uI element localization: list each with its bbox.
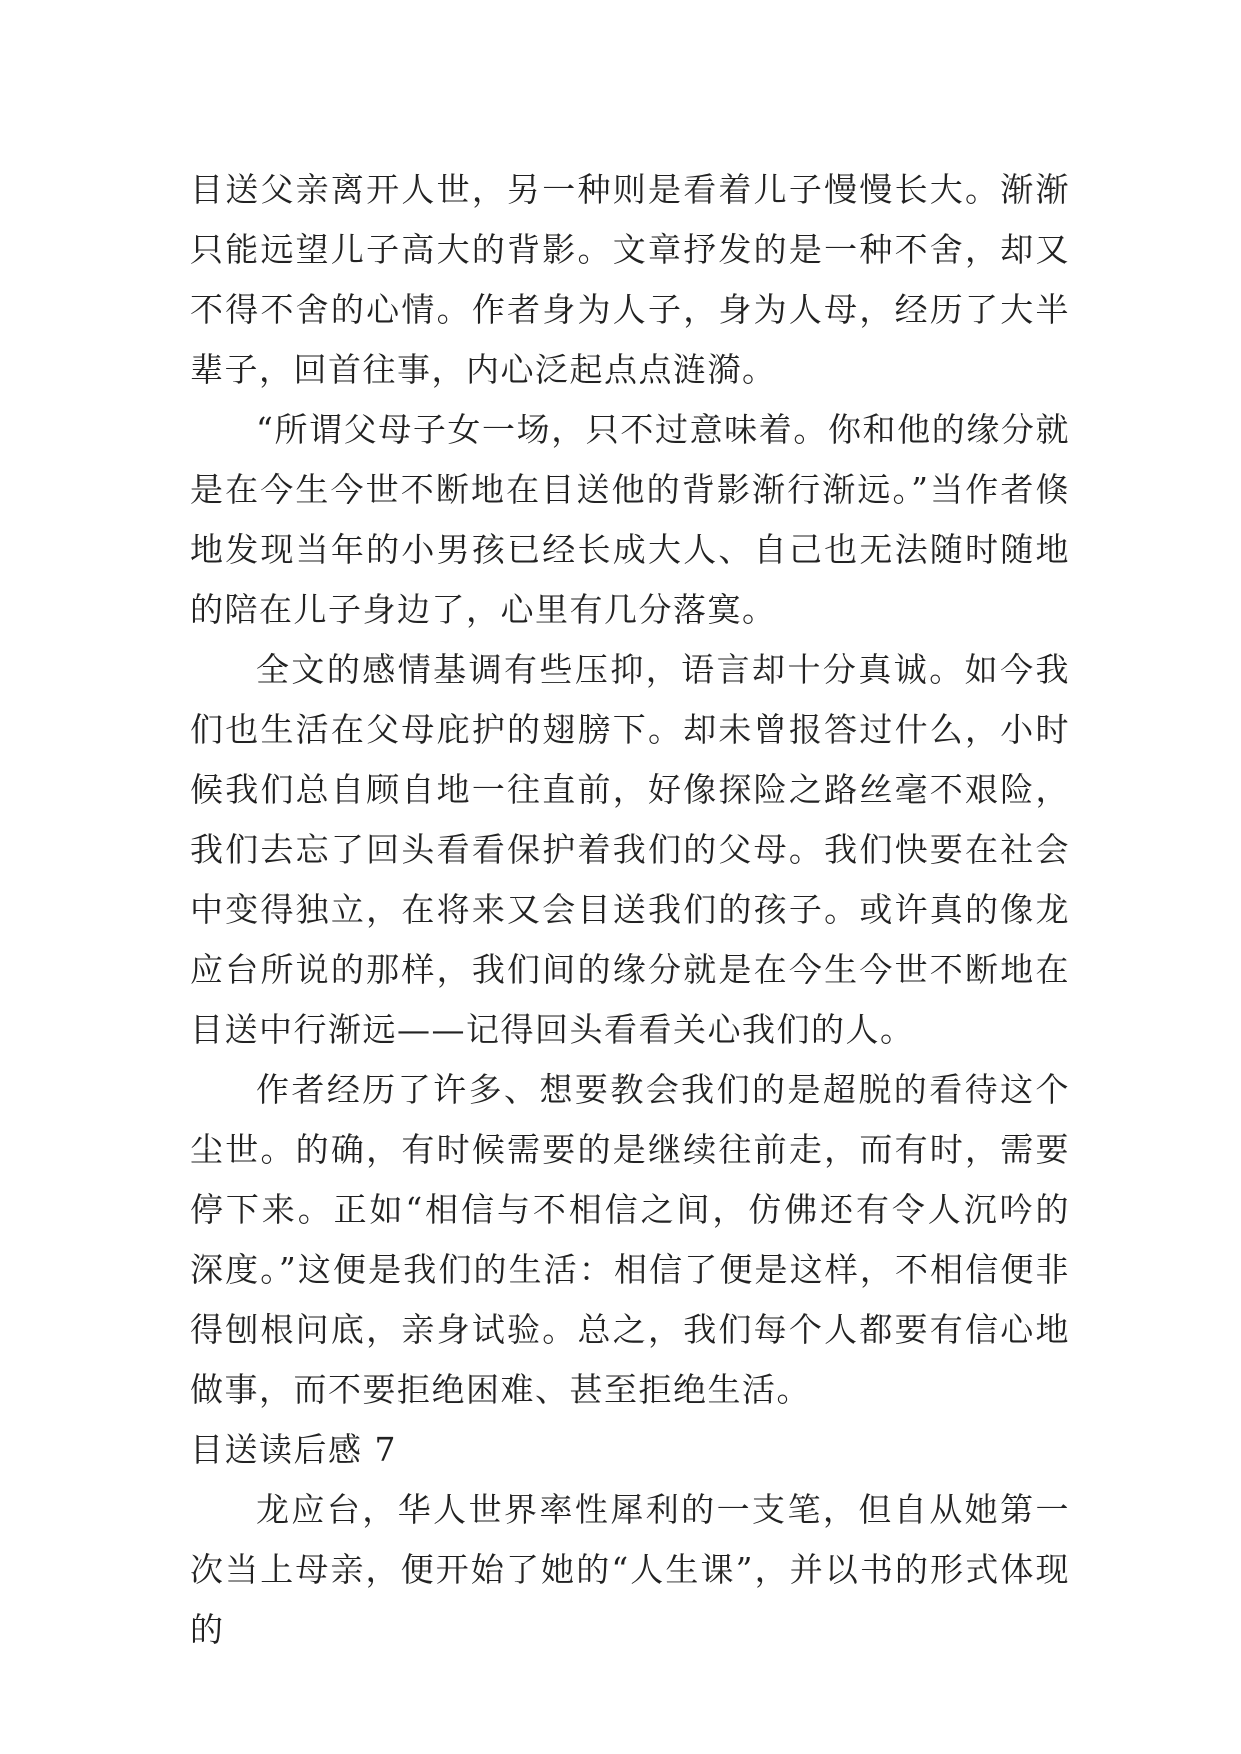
paragraph-3: 全文的感情基调有些压抑，语言却十分真诚。如今我们也生活在父母庇护的翅膀下。却未曾报答过什么，小时候我们总自顾自地一往直前，好像探险之路丝毫不艰险，我们去忘了回头看看保护着我们的父母。我们快要在社会中变得独立，在将来又会目送我们的孩子。或许真的像龙应台所说的那样，我们间的缘分就是在今生今世不断地在目送中行渐远——记得回头看看关心我们的人。 — [190, 650, 1070, 1049]
paragraph-1: 目送父亲离开人世，另一种则是看着儿子慢慢长大。渐渐只能远望儿子高大的背影。文章抒发的是一种不舍，却又不得不舍的心情。作者身为人子，身为人母，经历了大半辈子，回首往事，内心泛起点点涟漪。 — [190, 170, 1070, 389]
paragraph-5: 龙应台，华人世界率性犀利的一支笔，但自从她第一次当上母亲，便开始了她的“人生课”，并以书的形式体现的 — [190, 1490, 1070, 1649]
paragraph-4: 作者经历了许多、想要教会我们的是超脱的看待这个尘世。的确，有时候需要的是继续往前走，而有时，需要停下来。正如“相信与不相信之间，仿佛还有令人沉吟的深度。”这便是我们的生活：相信了便是这样，不相信便非得刨根问底，亲身试验。总之，我们每个人都要有信心地做事，而不要拒绝困难、甚至拒绝生活。 — [190, 1070, 1070, 1409]
paragraph-2: “所谓父母子女一场，只不过意味着。你和他的缘分就是在今生今世不断地在目送他的背影渐行渐远。”当作者倏地发现当年的小男孩已经长成大人、自己也无法随时随地的陪在儿子身边了，心里有几分落寞。 — [190, 410, 1070, 629]
section-heading: 目送读后感 7 — [190, 1430, 397, 1469]
document-body — [190, 160, 1070, 1660]
